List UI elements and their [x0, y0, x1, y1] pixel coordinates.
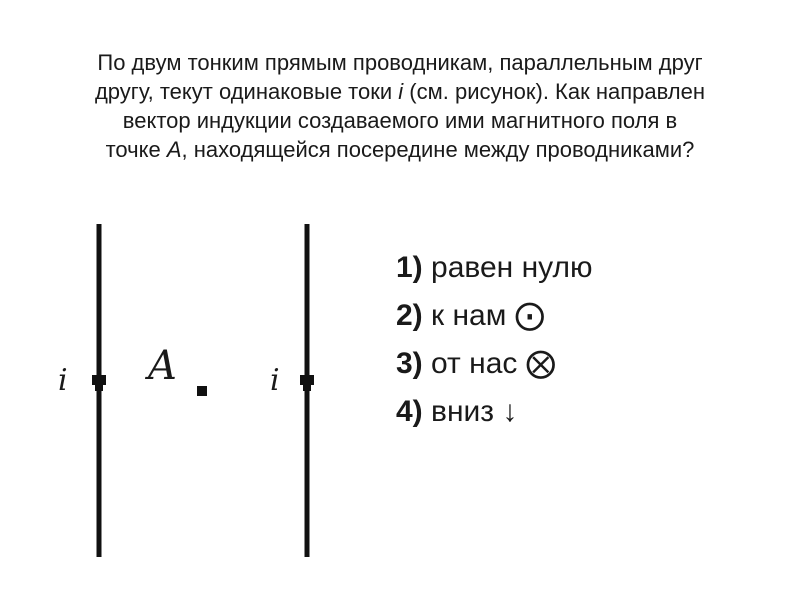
question-line-2-end: (см. рисунок). Как направлен — [403, 79, 706, 104]
question-line-4-start: точке — [105, 137, 167, 162]
current-label-left: i — [58, 363, 68, 398]
point-symbol: А — [166, 137, 182, 162]
right-current-arrow-marker — [300, 375, 314, 385]
left-current-arrow-marker — [92, 375, 106, 385]
answer-text-1: равен нулю — [431, 251, 593, 284]
answer-option-3[interactable] — [396, 340, 593, 388]
answer-options — [396, 244, 593, 436]
answer-number-3: 3) — [396, 347, 423, 380]
answer-text-2: к нам ⨀ — [431, 299, 545, 332]
question-line-1: По двум тонким прямым проводникам, параллельным друг — [97, 50, 703, 75]
answer-number-2: 2) — [396, 299, 423, 332]
question-line-3: вектор индукции создаваемого ими магнитного поля в — [122, 108, 678, 133]
answer-option-1[interactable] — [396, 244, 593, 292]
answer-option-4[interactable] — [396, 388, 593, 436]
answer-number-1: 1) — [396, 251, 423, 284]
answer-number-4: 4) — [396, 395, 423, 428]
current-symbol: i — [398, 79, 404, 104]
question-line-2-start: другу, текут одинаковые токи — [94, 79, 399, 104]
point-a-marker — [197, 386, 207, 396]
answer-text-3: от нас ⨂ — [431, 347, 556, 380]
current-label-right: i — [270, 363, 280, 398]
right-current-arrow-tip — [303, 385, 311, 391]
answer-option-2[interactable] — [396, 292, 593, 340]
point-a-label: A — [148, 343, 177, 389]
question-line-4-end: , находящейся посередине между проводниками? — [181, 137, 695, 162]
answer-text-4: вниз ↓ — [431, 395, 518, 428]
left-current-arrow-tip — [95, 385, 103, 391]
